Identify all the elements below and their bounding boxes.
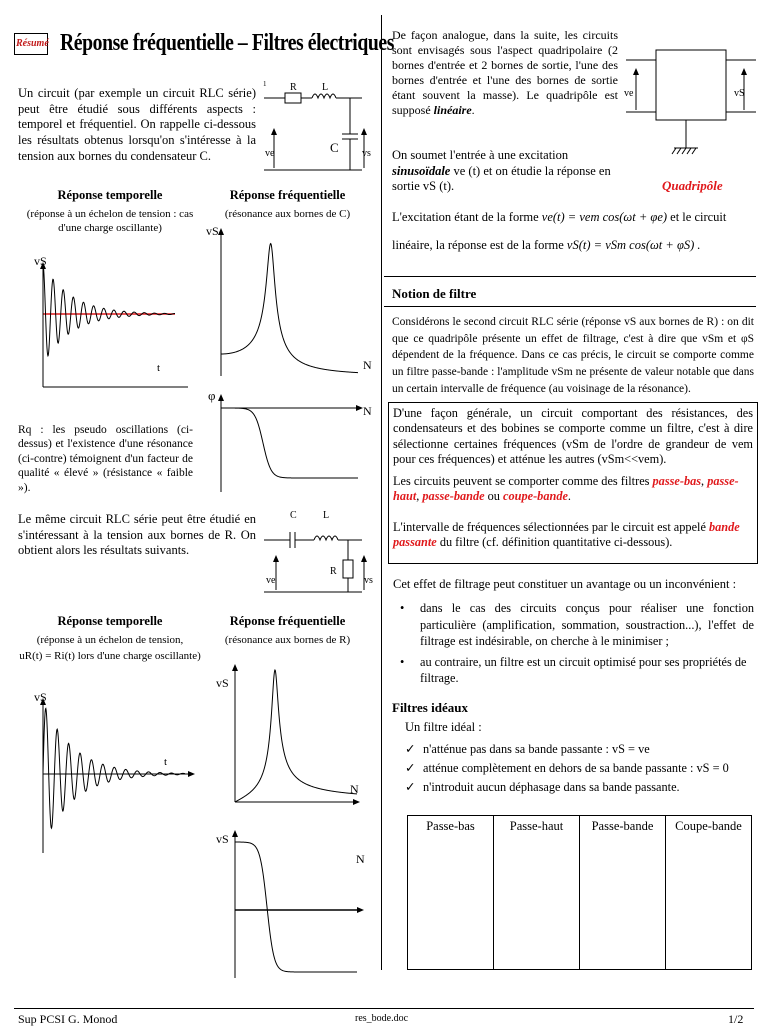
excitation-formula2: vS(t) = vSm cos(ωt + φS) . — [566, 237, 701, 252]
frequency-amplitude-plot-resistor — [232, 664, 362, 804]
freq-plot1-vs-label: vS — [206, 224, 219, 238]
ideal-filters-title: Filtres idéaux — [392, 700, 468, 715]
filter-definition-p1: D'une façon générale, un circuit comportant des résistances, des condensateurs et des bobines se comporte comme un filtre, c'est à dire sélectionne certaines fréquences (vSm de l'ordre de grandeur de vem pour ces fréquences) et atténue les autres (vSm<<vem). — [393, 406, 753, 467]
bandwidth-outro: du filtre (cf. définition quantitative ci-dessous). — [439, 535, 673, 550]
quadripole-caption: Quadripôle — [662, 178, 723, 193]
frequency-response-subtitle: (résonance aux bornes de C) — [224, 208, 351, 220]
temporal-plot2-t-label: t — [164, 756, 168, 768]
temporal-plot-resistor — [40, 698, 190, 858]
quadripole-diagram — [626, 44, 756, 164]
filter-response-plot — [232, 830, 372, 980]
phase-plot1-N-label: N — [363, 404, 372, 418]
ideal-filter-table — [407, 815, 752, 970]
table-header-highpass: Passe-haut — [494, 816, 580, 970]
circuit1-l-label: L — [322, 82, 329, 93]
temporal-plot1-t-label: t — [157, 362, 161, 374]
excitation-formula1: ve(t) = vem cos(ωt + φe) — [541, 210, 668, 224]
list-item: • dans le cas des circuits conçus pour réaliser une fonction particulière (amplification, sommation, soustraction...), l'effet de filtrage est indésirable, on cherche à le minimiser ; — [400, 601, 754, 649]
table-header-bandstop: Coupe-bande — [666, 816, 752, 970]
excitation-paragraph — [392, 204, 754, 259]
resume-badge-text: Résumé — [16, 38, 49, 49]
remark-paragraph: Rq : les pseudo oscillations (ci-dessus) et l'existence d'une résonance (ci-contre) témoignent d'un facteur de qualité « élevé » (résistance « faible »). — [18, 424, 193, 494]
freq-plot1-N-label: N — [363, 358, 372, 372]
frequency-amplitude-plot-capacitor — [218, 228, 363, 378]
circuit1-r-label: R — [290, 82, 297, 93]
circuit1-ve-label: ve — [265, 148, 275, 159]
circuit2-c-label: C — [290, 510, 297, 521]
filter-type-bandstop: coupe-bande — [503, 489, 568, 504]
temporal-response2-title: Réponse temporelle — [57, 614, 163, 628]
table-header-lowpass: Passe-bas — [408, 816, 494, 970]
list-item: ✓ n'atténue pas dans sa bande passante : vS = ve — [405, 742, 650, 756]
sinusoidal-text1: On soumet l'entrée à une excitation — [392, 148, 569, 162]
phase-plot1-phi-label: φ — [208, 388, 216, 403]
temporal-response-title: Réponse temporelle — [57, 188, 163, 202]
frequency-response2-subtitle: (résonance aux bornes de R) — [224, 634, 351, 646]
bandwidth-term: bande passante — [393, 520, 740, 550]
temporal-plot2-vs-label: vS — [34, 690, 47, 704]
filter-types-intro: Les circuits peuvent se comporter comme des filtres — [393, 474, 650, 488]
temporal-plot1-vs-label: vS — [34, 254, 47, 268]
excitation-text2: et le circuit linéaire, la réponse est de la forme — [392, 210, 727, 252]
footer-divider — [14, 1008, 754, 1009]
quadripole-paragraph: De façon analogue, dans la suite, les circuits sont envisagés sous l'aspect quadripolaire (2 bornes d'entrée et 2 bornes de sortie, l'une des bornes d'entrée et l'une des bornes de sortie étant souvent la masse). Le quadripôle est supposé linéaire. — [392, 28, 618, 117]
sinusoidal-text2: ve (t) et on étudie la réponse en sortie vS (t). — [392, 163, 611, 194]
filter-definition-p2: Les circuits peuvent se comporter comme des filtres passe-bas, passe-haut, passe-bande ou coupe-bande. — [393, 474, 739, 504]
temporal-response2-subtitle1: (réponse à un échelon de tension, — [36, 634, 184, 646]
temporal-response2-subtitle2: uR(t) = Ri(t) lors d'une charge oscillante) — [19, 650, 201, 662]
circuit1-vs-label: vs — [362, 148, 371, 159]
filter-type-highpass: passe-haut — [393, 474, 739, 504]
list-item: ✓ n'introduit aucun déphasage dans sa bande passante. — [405, 780, 680, 795]
excitation-text1: L'excitation étant de la forme — [392, 210, 539, 224]
intro-paragraph: Un circuit (par exemple un circuit RLC série) peut être étudié sous différents aspects : temporel et fréquentiel. On rappelle ci-dessous les résultats obtenus lorsqu'on s'intéresse à la tension aux bornes du condensateur C. — [18, 86, 256, 163]
temporal-response-subtitle: (réponse à un échelon de tension : cas d'une charge oscillante) — [26, 208, 194, 234]
section-divider-top — [384, 276, 756, 277]
footer-filename: res_bode.doc — [355, 1013, 409, 1024]
quadripole-vs-label: vS — [734, 88, 745, 99]
filter-type-lowpass: passe-bas — [652, 474, 702, 488]
quadripole-linear: linéaire — [433, 103, 472, 117]
resume-badge — [14, 33, 48, 55]
notion-filter-paragraph: Considérons le second circuit RLC série (réponse vS aux bornes de R) : on dit que ce quadripôle présente un effet de filtrage, c'est à dire que vSm et φS dépendent de la fréquence. Dans ce cas précis, le circuit se comporte comme un filtre passe-bande : l'amplitude vSm ne présente de valeur notable que dans un certain intervalle de fréquence (au voisinage de la résonance). — [392, 316, 754, 395]
quadripole-ve-label: ve — [624, 88, 634, 99]
column-divider — [381, 15, 382, 970]
circuit2-ve-label: ve — [266, 575, 276, 586]
footer-page-number: 1/2 — [728, 1012, 744, 1026]
circuit2-vs-label: vs — [364, 575, 373, 586]
bandwidth-intro: L'intervalle de fréquences sélectionnées par le circuit est appelé — [393, 520, 706, 534]
list-item: ✓ atténue complètement en dehors de sa bande passante : vS = 0 — [405, 761, 729, 776]
ideal-filter-list — [405, 740, 755, 797]
filter-effect-intro: Cet effet de filtrage peut constituer un avantage ou un inconvénient : — [393, 577, 737, 591]
circuit1-c-label: C — [330, 140, 339, 155]
circuit2-l-label: L — [323, 510, 330, 521]
filter-effect-list — [398, 600, 754, 687]
table-header-bandpass: Passe-bande — [580, 816, 666, 970]
circuit2-r-label: R — [330, 566, 337, 577]
filter-plot-N-label: N — [356, 852, 365, 866]
filter-definition-p3 — [393, 520, 753, 551]
sinusoidal-word: sinusoïdale — [392, 163, 451, 178]
frequency-response2-title: Réponse fréquentielle — [229, 614, 346, 628]
frequency-phase-plot-capacitor — [218, 394, 363, 494]
notion-filter-title: Notion de filtre — [392, 286, 477, 301]
circuit1-mark: 1 — [263, 80, 267, 88]
filter-plot-vs-label: vS — [216, 832, 229, 846]
rlc-circuit-diagram-r — [262, 520, 377, 595]
freq-plot2-vs-label: vS — [216, 676, 229, 690]
rlc-circuit-diagram-c — [262, 78, 377, 173]
quadripole-text: De façon analogue, dans la suite, les circuits sont envisagés sous l'aspect quadripolaire (2 bornes d'entrée et 2 bornes de sortie, l'une des bornes d'entrée et l'une des bornes de sortie étant souvent la masse). Le quadripôle est supposé — [392, 28, 618, 117]
ideal-filter-intro: Un filtre idéal : — [405, 720, 482, 734]
footer-author: Sup PCSI G. Monod — [18, 1012, 118, 1026]
list-item: • au contraire, un filtre est un circuit optimisé pour ses propriétés de filtrage. — [400, 654, 747, 686]
freq-plot2-N-label: N — [350, 782, 359, 796]
filter-type-bandpass: passe-bande — [422, 489, 485, 504]
section-divider-bottom — [384, 306, 756, 307]
sinusoidal-paragraph — [392, 148, 622, 195]
page-title: Réponse fréquentielle – Filtres électriques — [60, 30, 394, 56]
same-circuit-paragraph: Le même circuit RLC série peut être étudié en s'intéressant à la tension aux bornes de R. On obtient alors les résultats suivants. — [18, 512, 256, 558]
temporal-plot-capacitor — [40, 262, 190, 392]
frequency-response-title: Réponse fréquentielle — [229, 188, 346, 202]
